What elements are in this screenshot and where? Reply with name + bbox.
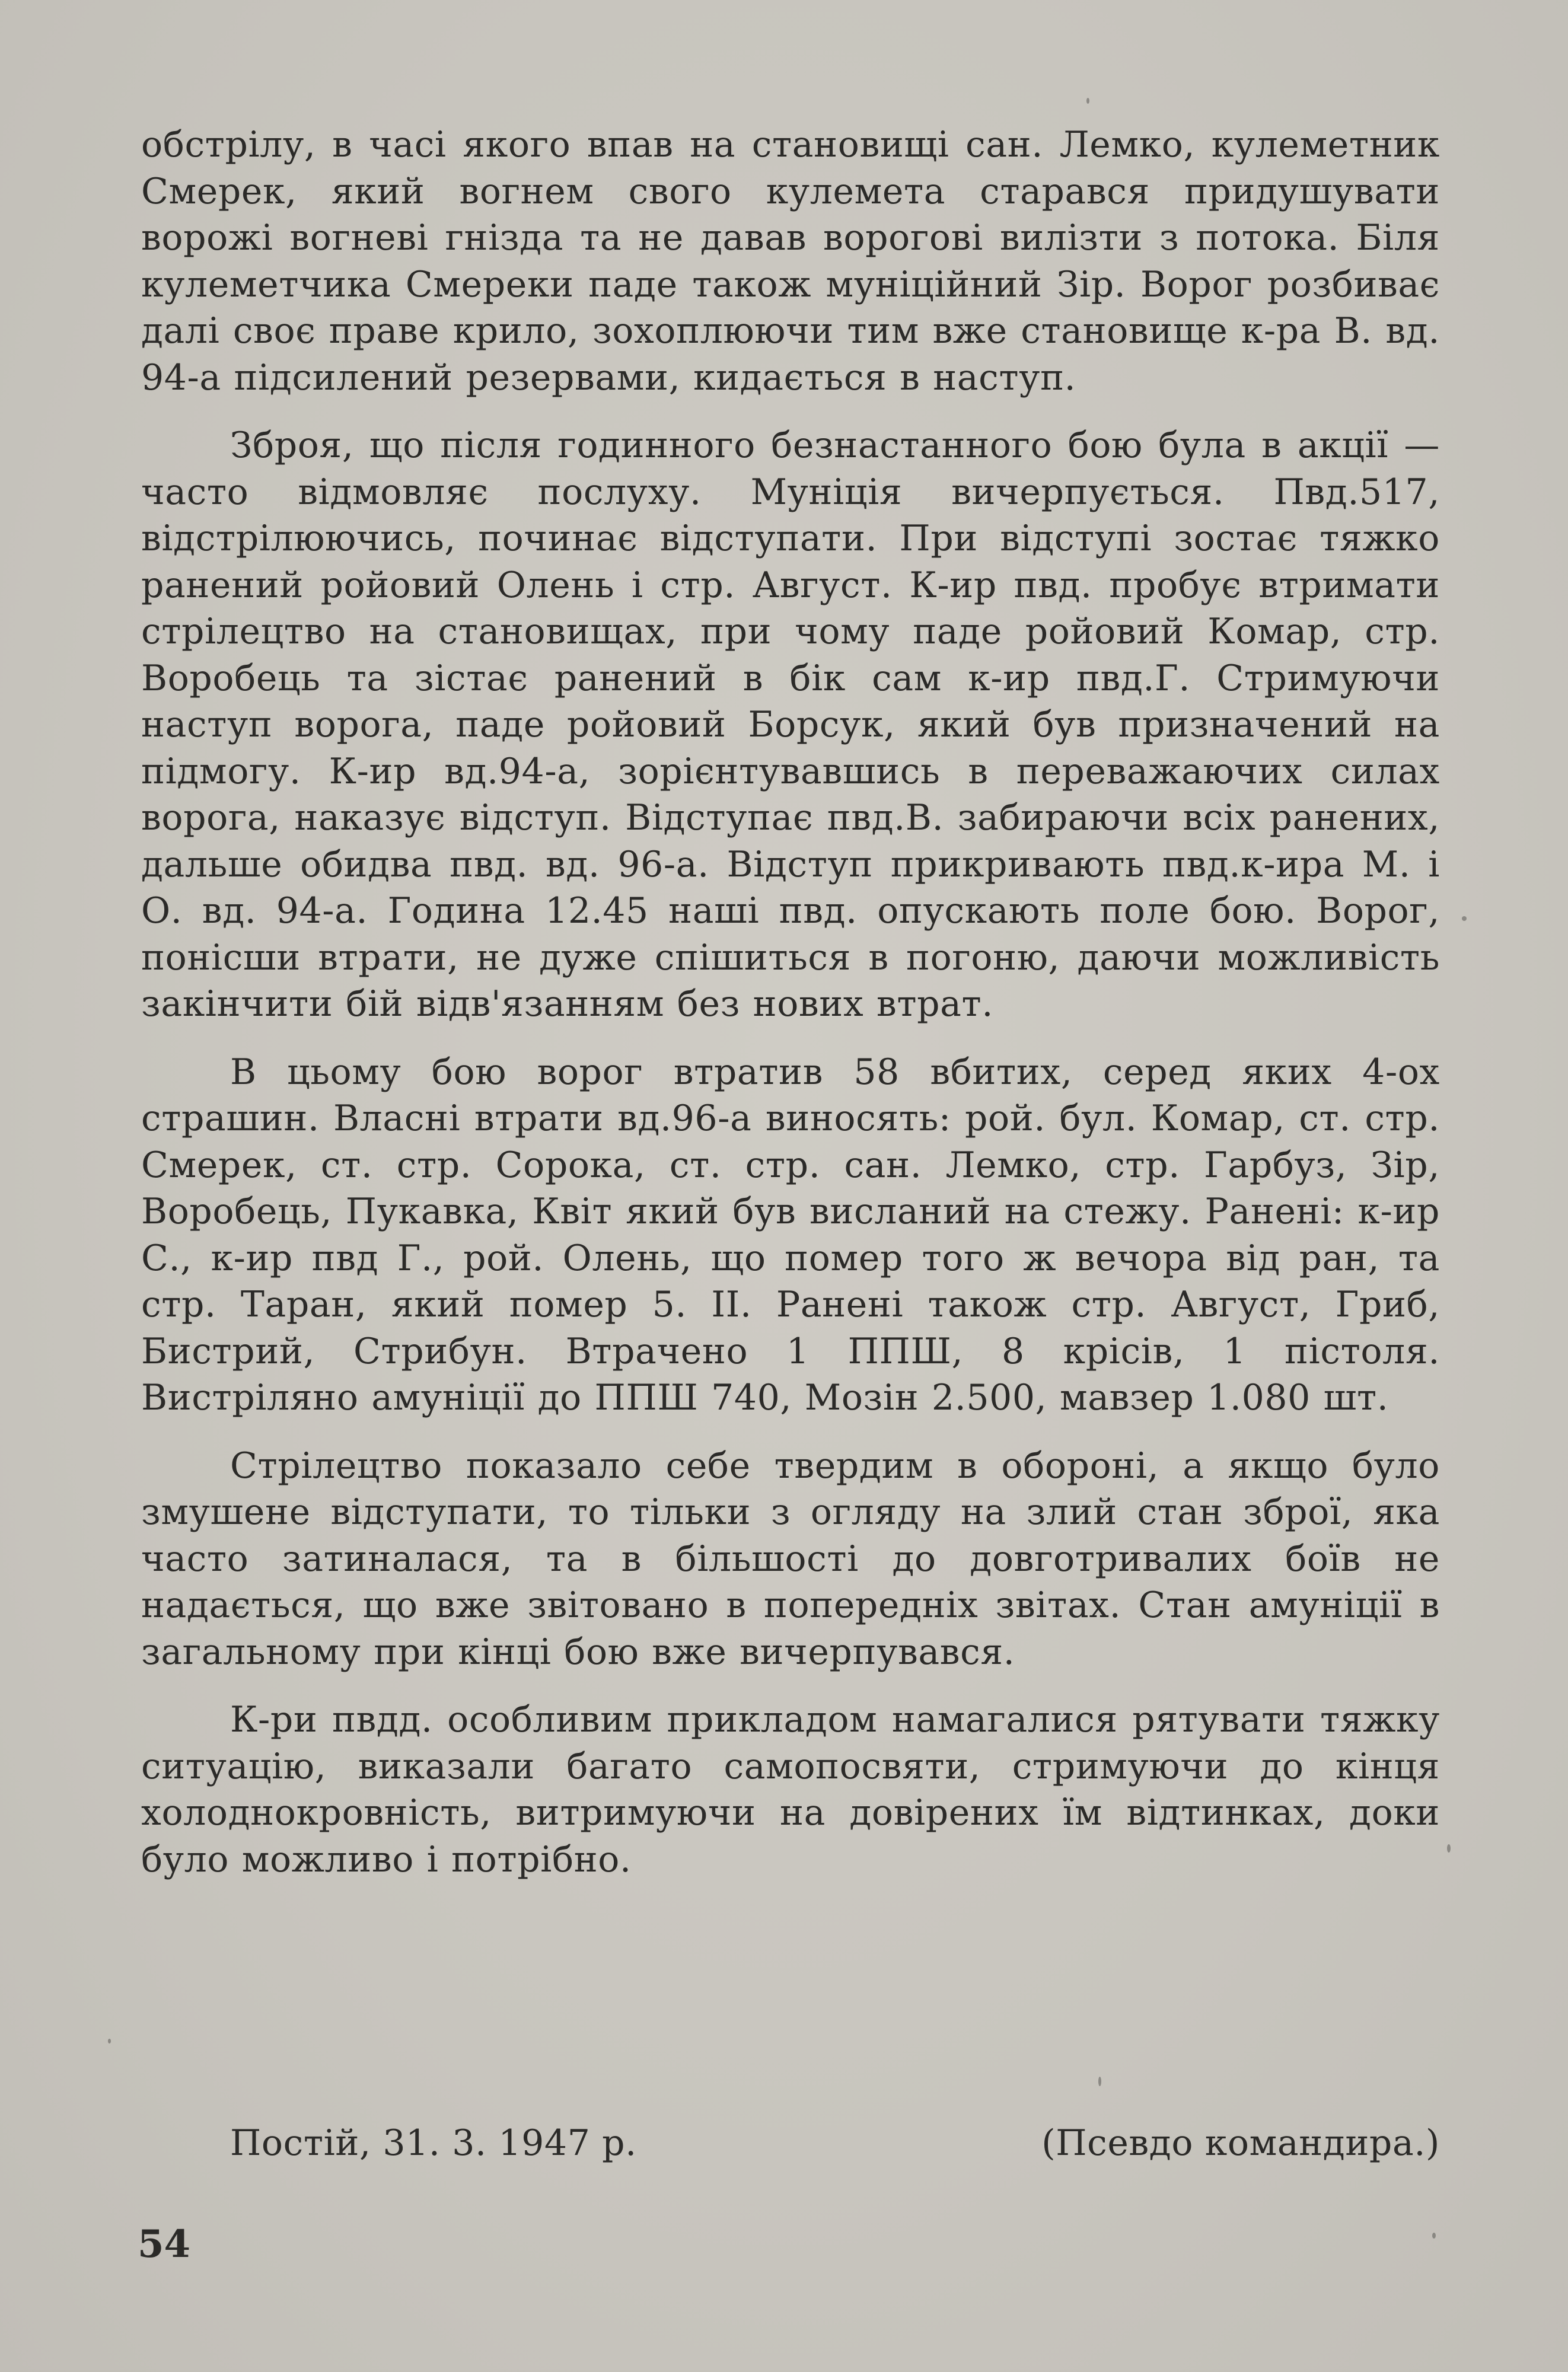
body-text bbox=[141, 122, 1440, 1883]
paper-speck bbox=[1086, 98, 1089, 104]
page-number: 54 bbox=[138, 2222, 191, 2266]
paper-speck bbox=[1098, 2077, 1101, 2086]
author-signature: (Псевдо командира.) bbox=[1041, 2122, 1440, 2164]
paper-speck bbox=[108, 2039, 111, 2043]
signature-line bbox=[230, 2120, 1440, 2166]
paper-speck bbox=[1447, 1844, 1451, 1853]
paragraph-4: Стрілецтво показало себе твердим в обороні, а якщо було змушене відступати, то тільки з огляду на злий стан зброї, яка часто затиналася, та в більшості до довготривалих боїв не надається, що вже звітовано в попередніх звітах. Стан амуніції в загальному при кінці бою вже вичерпувався. bbox=[141, 1445, 1440, 1673]
paragraph-1: обстрілу, в часі якого впав на становищі сан. Лемко, кулеметник Смерек, який вогнем свого кулемета старався придушувати ворожі вогневі гнізда та не давав ворогові вилізти з потока. Біля кулеметчика Смереки паде також муніційний Зір. Ворог розбиває далі своє праве крило, зохоплюючи тим вже становище к-ра В. вд. 94-а підсилений резервами, кидається в наступ. bbox=[141, 124, 1440, 398]
place-date: Постій, 31. 3. 1947 р. bbox=[230, 2122, 637, 2164]
paragraph-3: В цьому бою ворог втратив 58 вбитих, серед яких 4-ох страшин. Власні втрати вд.96-а виносять: рой. бул. Комар, ст. стр. Смерек, ст. стр. Сорока, ст. стр. сан. Лемко, стр. Гарбуз, Зір, Воробець, Пукавка, Квіт який був висланий на стежу. Ранені: к-ир С., к-ир пвд Г., рой. Олень, що помер того ж вечора від ран, та стр. Таран, який помер 5. II. Ранені також стр. Август, Гриб, Бистрий, Стрибун. Втрачено 1 ППШ, 8 крісів, 1 пістоля. Вистріляно амуніції до ППШ 740, Мозін 2.500, мавзер 1.080 шт. bbox=[141, 1051, 1440, 1418]
paragraph-2: Зброя, що після годинного безнастанного бою була в акції — часто відмовляє послуху. Муніція вичерпується. Пвд.517, відстрілюючись, починає відступати. При відступі зостає тяжко ранений ройовий Олень і стр. Август. К-ир пвд. пробує втримати стрілецтво на становищах, при чому паде ройовий Комар, стр. Воробець та зістає ранений в бік сам к-ир пвд.Г. Стримуючи наступ ворога, паде ройовий Борсук, який був призначений на підмогу. К-ир вд.94-а, зорієнтувавшись в переважаючих силах ворога, наказує відступ. Відступає пвд.В. забираючи всіх ранених, дальше обидва пвд. вд. 96-а. Відступ прикривають пвд.к-ира М. і О. вд. 94-а. Година 12.45 наші пвд. опускають поле бою. Ворог, понісши втрати, не дуже спішиться в погоню, даючи можливість закінчити бій відв'язанням без нових втрат. bbox=[141, 425, 1440, 1025]
paper-speck bbox=[1432, 2233, 1436, 2239]
paragraph-5: К-ри пвдд. особливим прикладом намагалися рятувати тяжку ситуацію, виказали багато самопосвяти, стримуючи до кінця холоднокровність, витримуючи на довірених їм відтинках, доки було можливо і потрібно. bbox=[141, 1699, 1440, 1880]
paper-speck bbox=[1462, 916, 1467, 921]
